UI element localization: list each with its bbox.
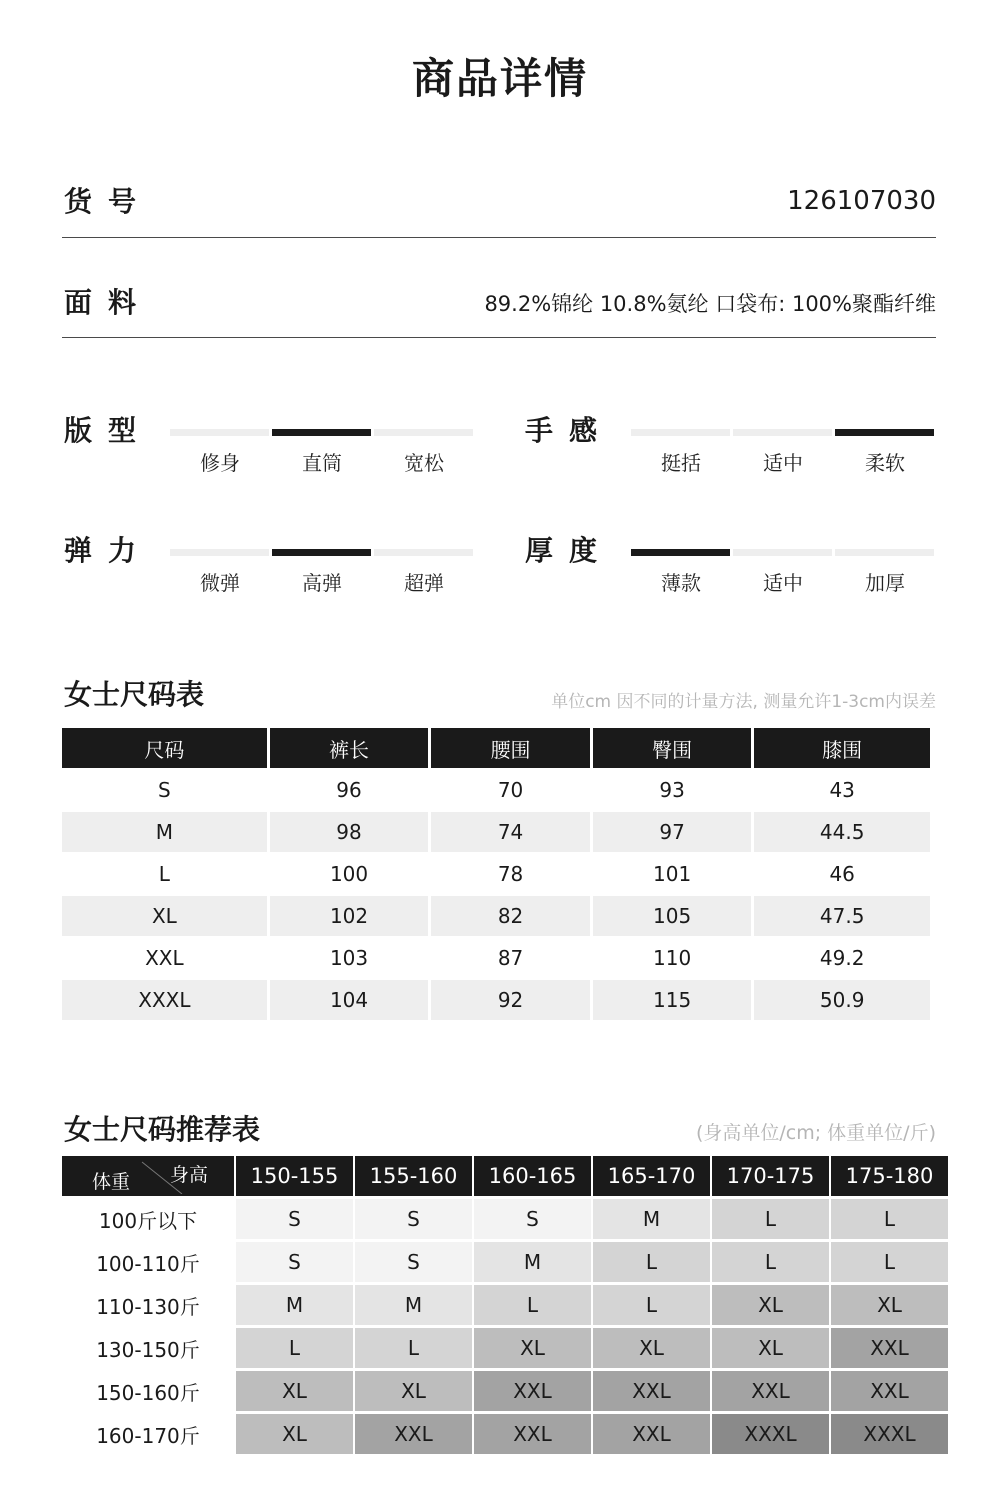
column-header: 裤长 [270, 728, 429, 768]
table-cell: 74 [431, 812, 590, 852]
size-cell: L [712, 1242, 829, 1282]
size-cell: S [236, 1199, 353, 1239]
scale-option-label: 宽松 [404, 451, 444, 475]
table-cell: XXXL [62, 980, 267, 1020]
scale-option-label: 适中 [763, 571, 803, 595]
scale-segment [631, 549, 730, 556]
size-cell: XL [712, 1285, 829, 1325]
table-row [62, 770, 930, 810]
diagonal-line [62, 1156, 234, 1194]
weight-label: 100斤以下 [62, 1199, 234, 1239]
size-cell: XXXL [831, 1414, 948, 1454]
table-cell: 46 [829, 862, 855, 886]
size-cell: XL [236, 1414, 353, 1454]
size-cell: XL [593, 1328, 710, 1368]
size-cell: XXL [355, 1414, 472, 1454]
size-cell: M [236, 1285, 353, 1325]
table-cell: 49.2 [819, 946, 865, 970]
table-row [62, 896, 930, 936]
scale-segment [170, 549, 269, 556]
scale-option-label: 适中 [763, 451, 803, 475]
height-header: 165-170 [593, 1156, 710, 1196]
scale-option-label: 挺括 [661, 451, 701, 475]
table-row [62, 1414, 948, 1454]
table-cell: 97 [593, 812, 752, 852]
table-corner-header [62, 1156, 234, 1196]
sku-label: 货号 [64, 185, 153, 218]
scale-segment [835, 549, 934, 556]
scale-option-label: 微弹 [200, 571, 240, 595]
scale-option-label: 修身 [200, 451, 240, 475]
column-header: 尺码 [62, 728, 267, 768]
fabric-label: 面料 [64, 286, 153, 319]
column-header: 膝围 [754, 728, 930, 768]
scale-option-label: 柔软 [865, 451, 905, 475]
sku-value: 126107030 [787, 186, 936, 216]
attr-label-feel: 手感 [525, 414, 614, 447]
scale-option-label: 高弹 [302, 571, 342, 595]
size-cell: XL [355, 1371, 472, 1411]
weight-label: 130-150斤 [62, 1328, 234, 1368]
table-cell: 115 [593, 980, 752, 1020]
size-cell: XXL [593, 1414, 710, 1454]
weight-label: 150-160斤 [62, 1371, 234, 1411]
table-cell: 103 [329, 946, 369, 970]
size-cell: L [593, 1242, 710, 1282]
size-cell: L [593, 1285, 710, 1325]
table-cell: 92 [431, 980, 590, 1020]
size-cell: XXL [593, 1371, 710, 1411]
table-row [62, 1328, 948, 1368]
size-cell: XXL [712, 1371, 829, 1411]
table-cell: XL [62, 896, 267, 936]
height-header: 170-175 [712, 1156, 829, 1196]
scale-segment [272, 549, 371, 556]
table-cell: 47.5 [754, 896, 930, 936]
size-cell: M [474, 1242, 591, 1282]
size-cell: L [236, 1328, 353, 1368]
size-cell: XXL [474, 1371, 591, 1411]
size-cell: S [355, 1242, 472, 1282]
weight-label: 110-130斤 [62, 1285, 234, 1325]
size-chart-table [59, 726, 933, 1022]
size-cell: XL [474, 1328, 591, 1368]
scale-segment [733, 549, 832, 556]
size-cell: L [355, 1328, 472, 1368]
size-cell: L [831, 1199, 948, 1239]
size-cell: M [355, 1285, 472, 1325]
size-cell: XL [712, 1328, 829, 1368]
height-header: 150-155 [236, 1156, 353, 1196]
table-row [62, 1285, 948, 1325]
table-cell: 43 [829, 778, 855, 802]
height-header: 175-180 [831, 1156, 948, 1196]
divider [62, 337, 936, 338]
divider [62, 237, 936, 238]
size-cell: XXL [831, 1328, 948, 1368]
size-cell: L [474, 1285, 591, 1325]
scale-option-label: 超弹 [404, 571, 444, 595]
table-cell: 110 [653, 946, 692, 970]
table-cell: 100 [329, 862, 369, 886]
table-cell: 105 [593, 896, 752, 936]
size-cell: S [355, 1199, 472, 1239]
table-cell: 82 [431, 896, 590, 936]
table-row [62, 1242, 948, 1282]
size-cell: XL [236, 1371, 353, 1411]
table-row [62, 854, 930, 894]
scale-option-label: 薄款 [661, 571, 701, 595]
size-cell: M [593, 1199, 710, 1239]
recommend-note: (身高单位/cm; 体重单位/斤) [695, 1122, 936, 1144]
table-row [62, 812, 930, 852]
page-title: 商品详情 [411, 54, 588, 103]
scale-option-label: 加厚 [865, 571, 905, 595]
table-cell: 44.5 [754, 812, 930, 852]
scale-segment [733, 429, 832, 436]
height-header: 160-165 [474, 1156, 591, 1196]
size-cell: XL [831, 1285, 948, 1325]
table-cell: 87 [497, 946, 524, 970]
table-cell: S [158, 778, 171, 802]
fabric-value: 89.2%锦纶 10.8%氨纶 口袋布: 100%聚酯纤维 [484, 292, 936, 316]
size-cell: XXXL [712, 1414, 829, 1454]
table-cell: M [62, 812, 267, 852]
attr-label-fit: 版型 [64, 414, 153, 447]
table-cell: 104 [270, 980, 429, 1020]
size-cell: S [236, 1242, 353, 1282]
table-cell: 96 [336, 778, 362, 802]
size-cell: L [712, 1199, 829, 1239]
scale-segment [374, 429, 473, 436]
size-cell: XXL [831, 1371, 948, 1411]
column-header: 臀围 [593, 728, 752, 768]
table-cell: XXL [145, 946, 184, 970]
attr-label-thickness: 厚度 [525, 534, 614, 567]
attr-label-elasticity: 弹力 [64, 534, 153, 567]
height-header: 155-160 [355, 1156, 472, 1196]
size-chart-title: 女士尺码表 [64, 678, 205, 711]
scale-option-label: 直筒 [302, 451, 342, 475]
size-cell: S [474, 1199, 591, 1239]
size-cell: XXL [474, 1414, 591, 1454]
table-cell: 102 [270, 896, 429, 936]
table-cell: L [158, 862, 170, 886]
table-row [62, 980, 930, 1020]
table-row [62, 1199, 948, 1239]
corner-weight-label: 体重 [92, 1171, 131, 1193]
size-chart-note: 单位cm 因不同的计量方法, 测量允许1-3cm内误差 [551, 692, 936, 712]
table-row [62, 1371, 948, 1411]
table-cell: 50.9 [754, 980, 930, 1020]
column-header: 腰围 [431, 728, 590, 768]
recommend-title: 女士尺码推荐表 [64, 1113, 261, 1146]
scale-segment [631, 429, 730, 436]
weight-label: 100-110斤 [62, 1242, 234, 1282]
scale-segment [272, 429, 371, 436]
size-cell: L [831, 1242, 948, 1282]
weight-label: 160-170斤 [62, 1414, 234, 1454]
corner-height-label: 身高 [169, 1164, 208, 1186]
scale-segment [170, 429, 269, 436]
table-cell: 101 [653, 862, 692, 886]
scale-segment [835, 429, 934, 436]
table-cell: 78 [497, 862, 524, 886]
table-row [62, 938, 930, 978]
table-cell: 98 [270, 812, 429, 852]
scale-segment [374, 549, 473, 556]
recommend-table [60, 1153, 950, 1457]
table-cell: 70 [497, 778, 524, 802]
table-cell: 93 [659, 778, 685, 802]
